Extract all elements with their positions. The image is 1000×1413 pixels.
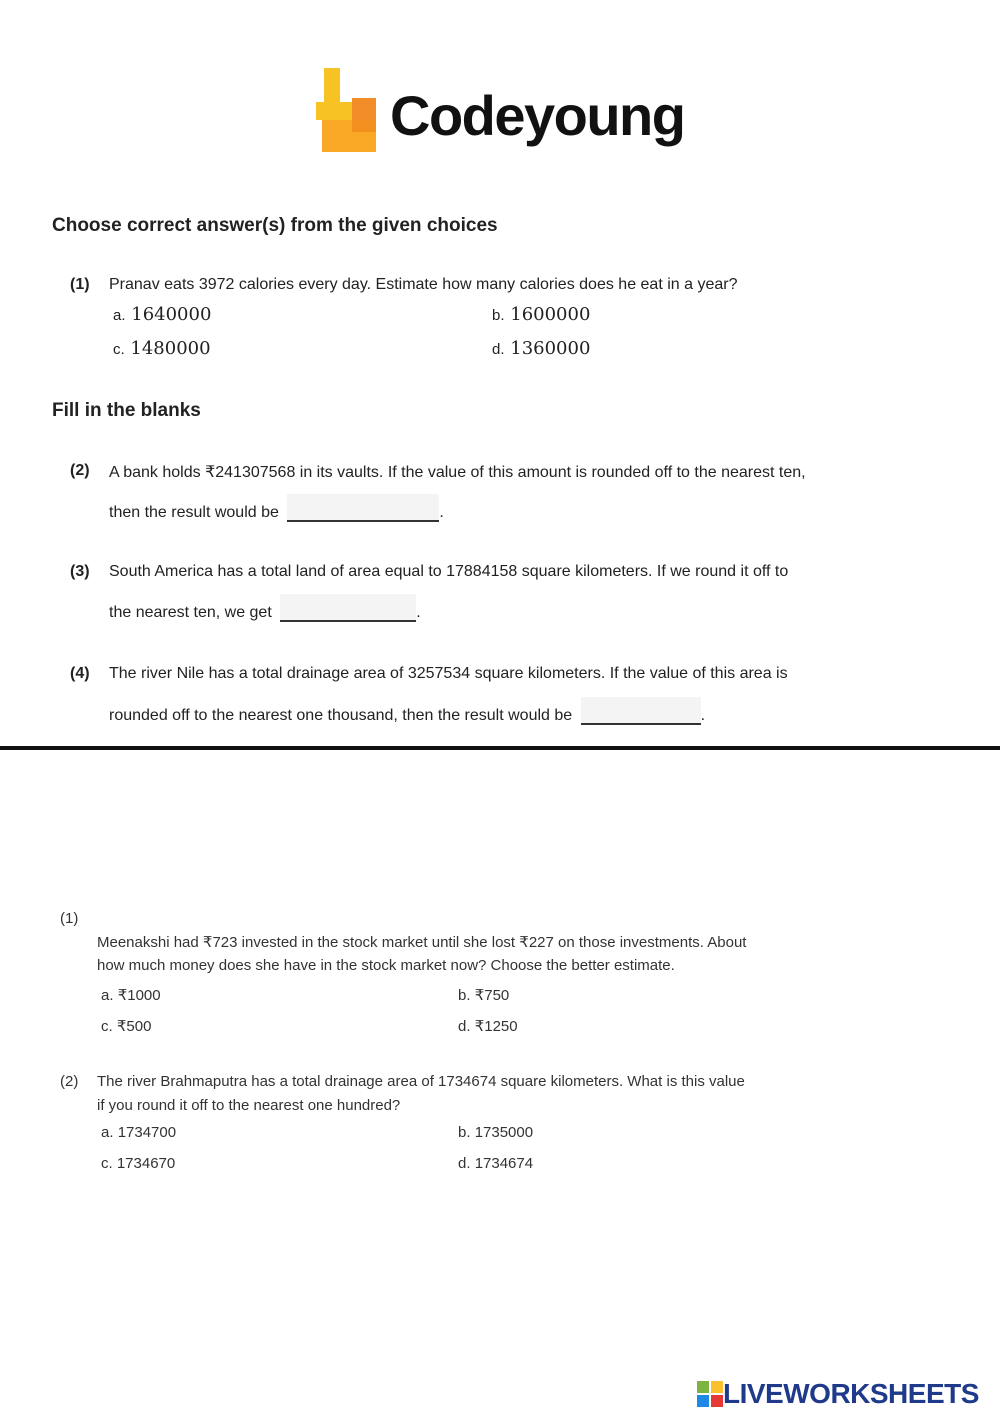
option-value: 1360000 (510, 338, 591, 359)
option-b[interactable] (458, 1124, 533, 1141)
option-value: 1734674 (474, 1155, 534, 1172)
liveworksheets-icon (697, 1381, 723, 1407)
option-a[interactable] (113, 304, 211, 325)
question-text: the nearest ten, we get (109, 604, 272, 621)
option-value: 1734700 (117, 1124, 177, 1141)
option-d[interactable] (492, 338, 590, 359)
option-c[interactable] (101, 1155, 175, 1172)
option-a[interactable] (101, 986, 161, 1004)
option-letter: d. (458, 1155, 471, 1172)
liveworksheets-wordmark: LIVEWORKSHEETS (723, 1378, 979, 1409)
option-value: 1640000 (131, 304, 212, 325)
option-d[interactable] (458, 1017, 518, 1035)
question-number: (4) (70, 665, 90, 682)
period: . (700, 707, 706, 724)
question-number: (2) (60, 1073, 79, 1090)
option-value: 1480000 (130, 338, 211, 359)
question-text: how much money does she have in the stock market now? Choose the better estimate. (97, 957, 675, 974)
option-d[interactable] (458, 1155, 533, 1172)
section-heading-fill: Fill in the blanks (52, 400, 201, 421)
question-number: (3) (70, 563, 90, 580)
question-text: Meenakshi had ₹723 invested in the stock market until she lost ₹227 on those investments. About (97, 934, 747, 951)
question-number: (1) (60, 910, 79, 927)
option-letter: a. (101, 987, 114, 1004)
option-value: 1600000 (510, 304, 591, 325)
option-c[interactable] (113, 338, 211, 359)
question-number: (2) (70, 462, 90, 479)
option-value: ₹1250 (474, 1018, 518, 1035)
option-letter: c. (101, 1018, 113, 1035)
option-letter: a. (101, 1124, 114, 1141)
option-letter: b. (458, 1124, 471, 1141)
question-text: South America has a total land of area equal to 17884158 square kilometers. If we round it off to (109, 563, 789, 580)
question-line (109, 594, 421, 622)
option-b[interactable] (458, 986, 509, 1004)
question-line (109, 494, 444, 522)
answer-blank-input[interactable] (280, 594, 416, 622)
answer-blank-input[interactable] (581, 697, 701, 725)
option-value: ₹750 (474, 987, 510, 1004)
option-letter: a. (113, 307, 126, 324)
option-letter: c. (101, 1155, 113, 1172)
answer-blank-input[interactable] (287, 494, 439, 522)
option-a[interactable] (101, 1124, 176, 1141)
option-letter: c. (113, 341, 125, 358)
option-c[interactable] (101, 1017, 151, 1035)
option-value: 1735000 (474, 1124, 534, 1141)
option-letter: d. (458, 1018, 471, 1035)
option-value: ₹500 (116, 1018, 152, 1035)
question-number: (1) (70, 276, 90, 293)
codeyoung-wordmark: Codeyoung (390, 84, 685, 147)
option-letter: b. (458, 987, 471, 1004)
question-line (109, 697, 705, 725)
question-text: Pranav eats 3972 calories every day. Estimate how many calories does he eat in a year? (109, 276, 738, 293)
period: . (439, 504, 444, 521)
period: . (416, 604, 421, 621)
option-letter: b. (492, 307, 505, 324)
question-text: A bank holds ₹241307568 in its vaults. If the value of this amount is rounded off to the nearest ten, (109, 464, 806, 481)
page-divider (0, 746, 1000, 750)
question-text: The river Nile has a total drainage area of 3257534 square kilometers. If the value of this area is (109, 665, 788, 682)
question-text: then the result would be (109, 504, 279, 521)
option-b[interactable] (492, 304, 590, 325)
question-text: if you round it off to the nearest one hundred? (97, 1097, 401, 1114)
codeyoung-logo-icon (316, 68, 378, 154)
option-letter: d. (492, 341, 505, 358)
liveworksheets-logo (697, 1378, 979, 1410)
option-value: ₹1000 (117, 987, 161, 1004)
question-text: The river Brahmaputra has a total drainage area of 1734674 square kilometers. What is this value (97, 1073, 745, 1090)
option-value: 1734670 (116, 1155, 176, 1172)
question-text: rounded off to the nearest one thousand, then the result would be (109, 707, 573, 724)
section-heading-choose: Choose correct answer(s) from the given choices (52, 215, 498, 236)
